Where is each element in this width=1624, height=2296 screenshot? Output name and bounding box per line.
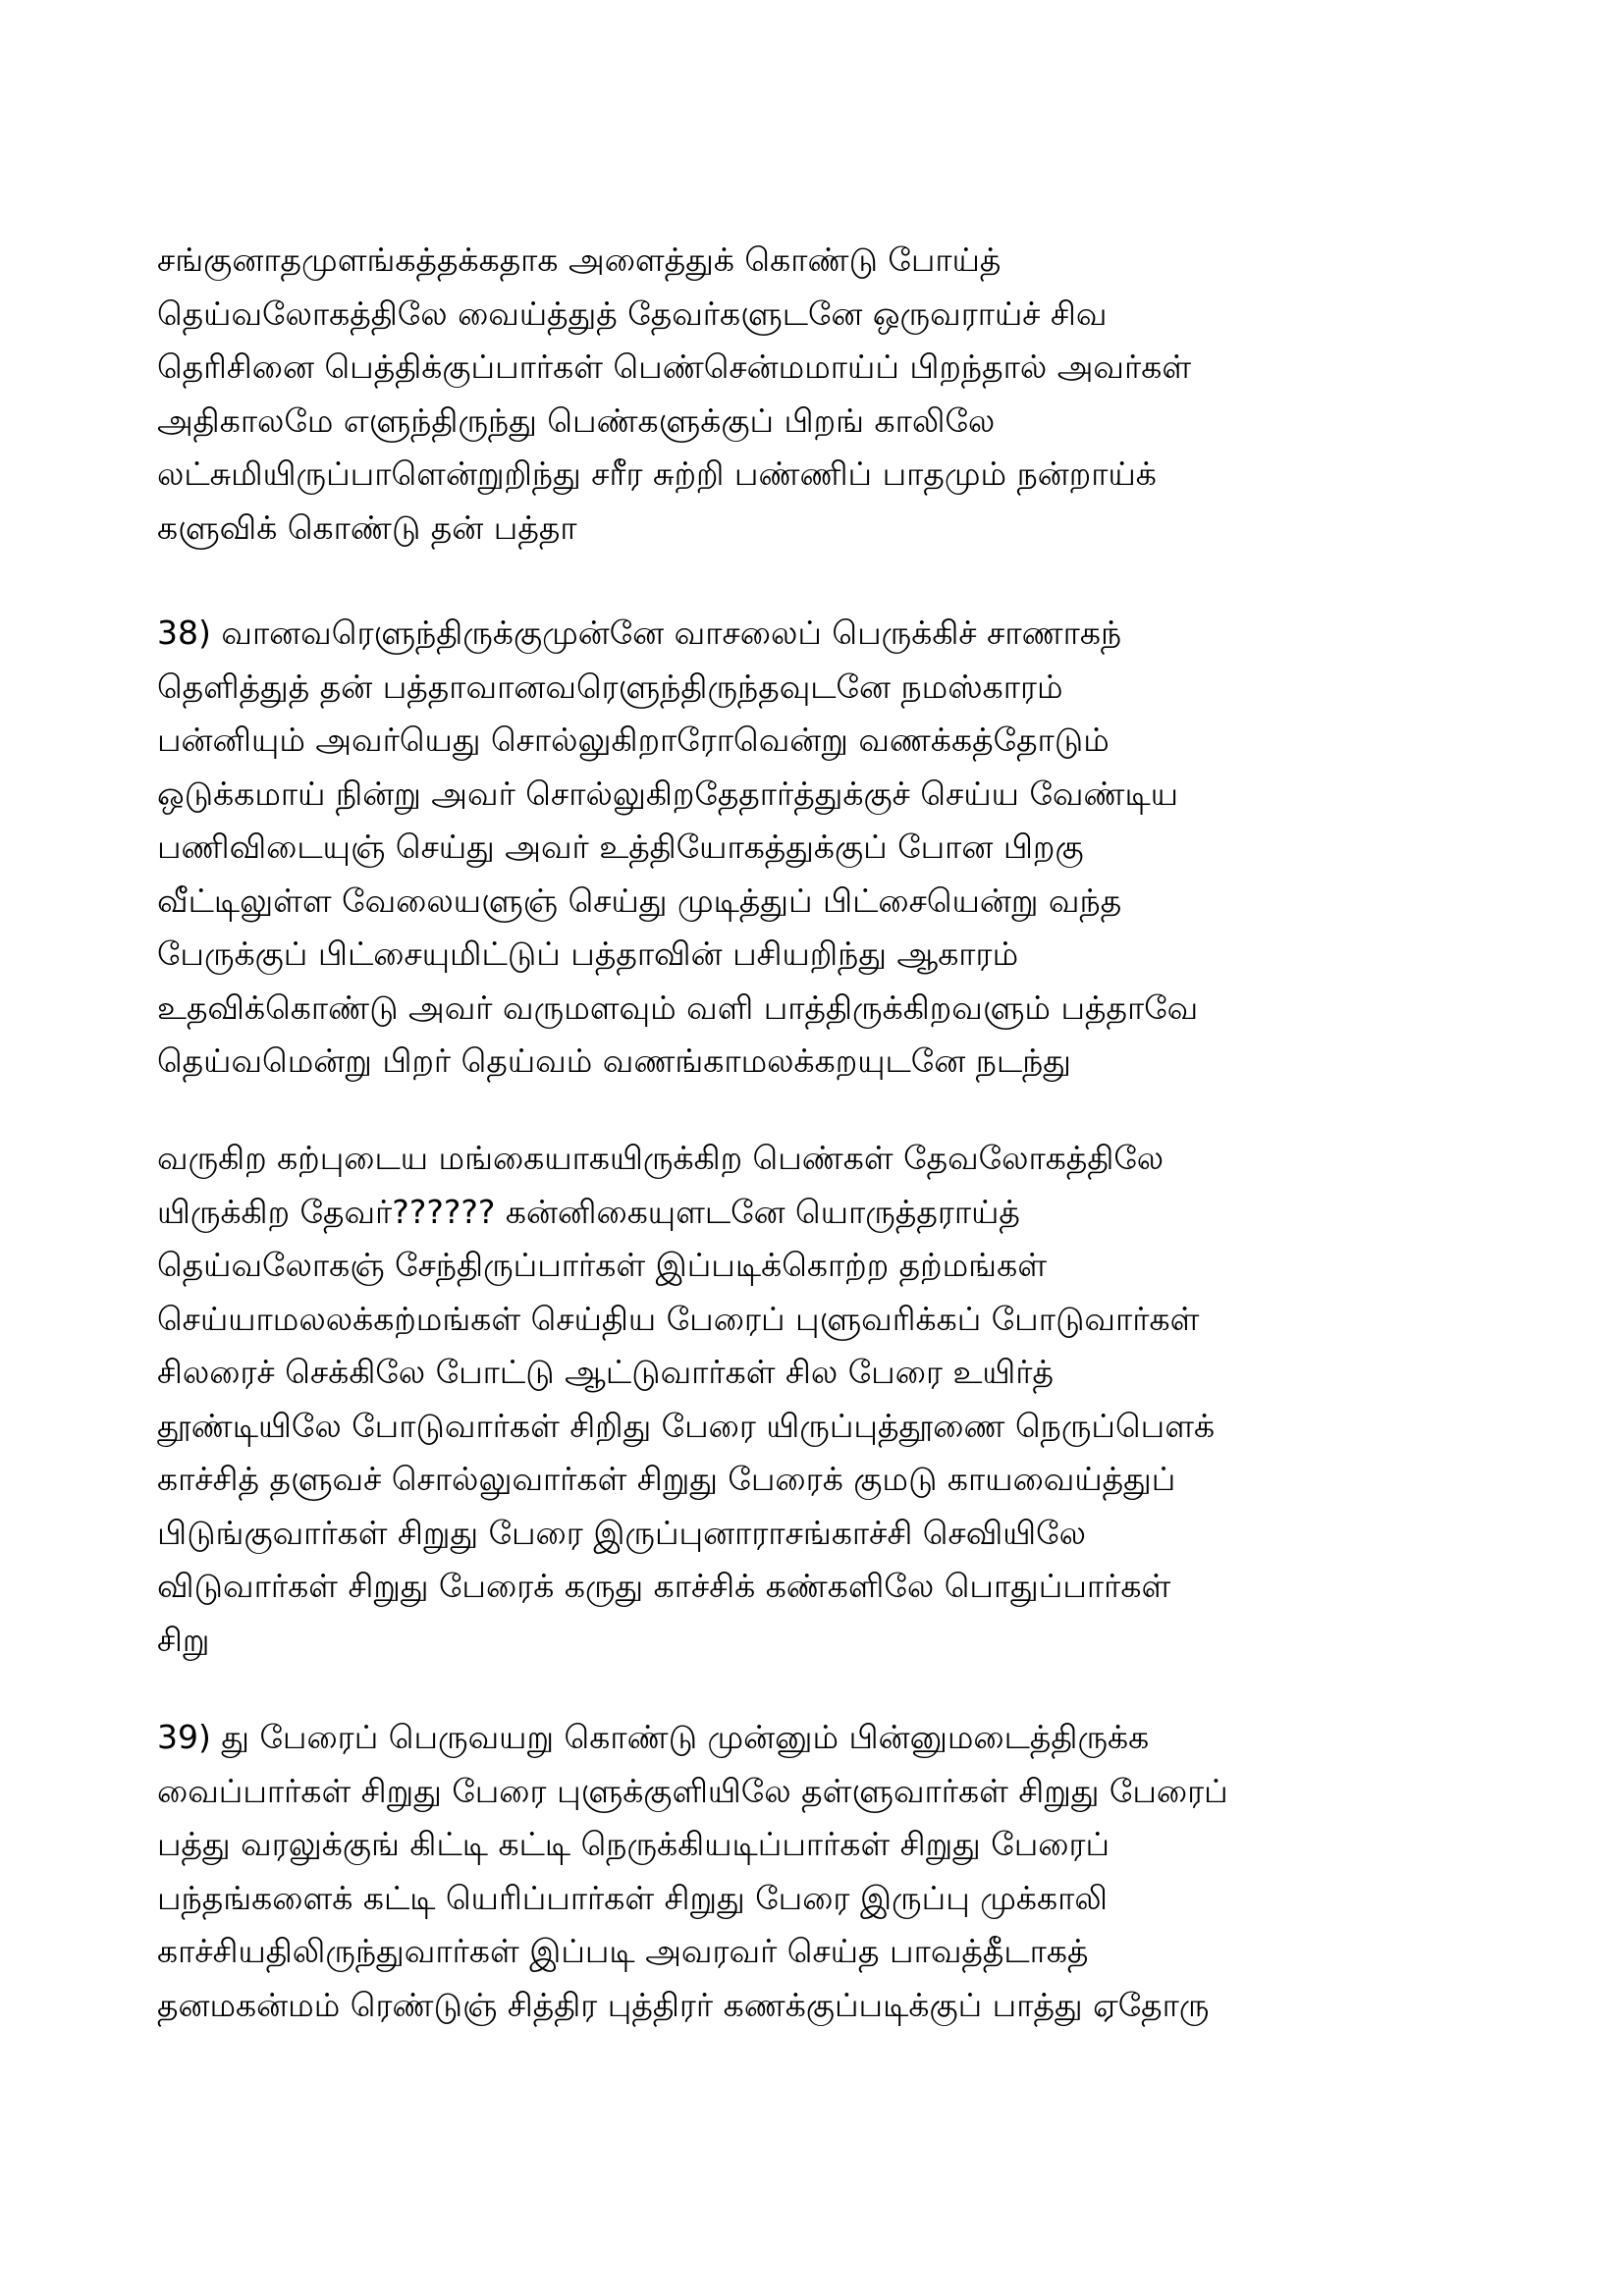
text-line: களுவிக் கொண்டு தன் பத்தா — [157, 507, 577, 547]
text-line: தெளித்துத் தன் பத்தாவானவரெளுந்திருந்தவுடனே நமஸ்காரம் — [157, 667, 1063, 706]
text-line: சிறு — [157, 1620, 210, 1659]
text-line: பேருக்குப் பிட்சையுமிட்டுப் பத்தாவின் பசியறிந்து ஆகாரம் — [157, 934, 1019, 973]
text-line: பத்து வரலுக்குங் கிட்டி கட்டி நெருக்கியடிப்பார்கள் சிறுது பேரைப் — [157, 1825, 1110, 1863]
paragraph-2 — [157, 607, 1492, 1089]
paragraph-1 — [157, 234, 1492, 555]
text-line: வருகிற கற்புடைய மங்கையாகயிருக்கிற பெண்கள் தேவலோகத்திலே — [157, 1139, 1164, 1177]
text-line: வீட்டிலுள்ள வேலையளுஞ் செய்து முடித்துப் பிட்சையென்று வந்த — [157, 881, 1122, 920]
text-line: தனமகன்மம் ரெண்டுஞ் சித்திர புத்திரர் கணக்குப்படிக்குப் பாத்து ஏதோரு — [157, 1985, 1210, 2024]
text-line: காச்சியதிலிருந்துவார்கள் இப்படி அவரவர் செய்த பாவத்தீடாகத் — [157, 1932, 1089, 1970]
text-line: தெய்வலோகத்திலே வைய்த்துத் தேவர்களுடனே ஒருவராய்ச் சிவ — [157, 294, 1108, 333]
text-line: பணிவிடையுஞ் செய்து அவர் உத்தியோகத்துக்குப் போன பிறகு — [157, 828, 1084, 866]
text-line: செய்யாமலலக்கற்மங்கள் செய்திய பேரைப் புளுவரிக்கப் போடுவார்கள் — [157, 1299, 1200, 1338]
text-line: யிருக்கிற தேவர்?????? கன்னிகையுளடனே யொருத்தராய்த் — [157, 1192, 1020, 1231]
text-line: பன்னியும் அவர்யெது சொல்லுகிறாரோவென்று வணக்கத்தோடும் — [157, 721, 1110, 759]
text-line: பந்தங்களைக் கட்டி யெரிப்பார்கள் சிறுது பேரை இருப்பு முக்காலி — [157, 1878, 1108, 1917]
text-line: 39) து பேரைப் பெருவயறு கொண்டு முன்னும் பின்னுமடைத்திருக்க — [157, 1718, 1150, 1756]
text-line: அதிகாலமே எளுந்திருந்து பெண்களுக்குப் பிறங் காலிலே — [157, 400, 996, 440]
text-line: தூண்டியிலே போடுவார்கள் சிறிது பேரை யிருப்புத்தூணை நெருப்பெளக் — [157, 1406, 1216, 1445]
text-line: 38) வானவரெளுந்திருக்குமுன்னே வாசலைப் பெருக்கிச் சாணாகந் — [157, 614, 1122, 652]
paragraph-4 — [157, 1711, 1492, 2032]
paragraph-3 — [157, 1132, 1492, 1667]
text-line: தெய்வமென்று பிறர் தெய்வம் வணங்காமலக்கறயுடனே நடந்து — [157, 1041, 1071, 1080]
text-line: விடுவார்கள் சிறுது பேரைக் கருது காச்சிக் கண்களிலே பொதுப்பார்கள் — [157, 1567, 1171, 1605]
text-line: லட்சுமியிருப்பாளென்றுறிந்து சரீர சுற்றி பண்ணிப் பாதமும் நன்றாய்க் — [157, 454, 1157, 493]
text-line: பிடுங்குவார்கள் சிறுது பேரை இருப்புனாராசங்காச்சி செவியிலே — [157, 1513, 1086, 1552]
text-line: ஒடுக்கமாய் நின்று அவர் சொல்லுகிறதேதார்த்துக்குச் செய்ய வேண்டிய — [157, 774, 1178, 813]
text-line: உதவிக்கொண்டு அவர் வருமளவும் வளி பாத்திருக்கிறவளும் பத்தாவே — [157, 988, 1199, 1027]
text-line: தெய்வலோகஞ் சேந்திருப்பார்கள் இப்படிக்கொற்ற தற்மங்கள் — [157, 1246, 1047, 1284]
text-line: தெரிசினை பெத்திக்குப்பார்கள் பெண்சென்மமாய்ப் பிறந்தால் அவர்கள் — [157, 347, 1192, 386]
text-line: சிலரைச் செக்கிலே போட்டு ஆட்டுவார்கள் சில பேரை உயிர்த் — [157, 1353, 1055, 1391]
text-line: வைப்பார்கள் சிறுது பேரை புளுக்குளியிலே தள்ளுவார்கள் சிறுது பேரைப் — [157, 1771, 1228, 1810]
text-line: சங்குனாதமுளங்கத்தக்கதாக அளைத்துக் கொண்டு போய்த் — [157, 240, 1001, 279]
text-line: காச்சித் தளுவச் சொல்லுவார்கள் சிறுது பேரைக் குமடு காயவைய்த்துப் — [157, 1460, 1176, 1498]
